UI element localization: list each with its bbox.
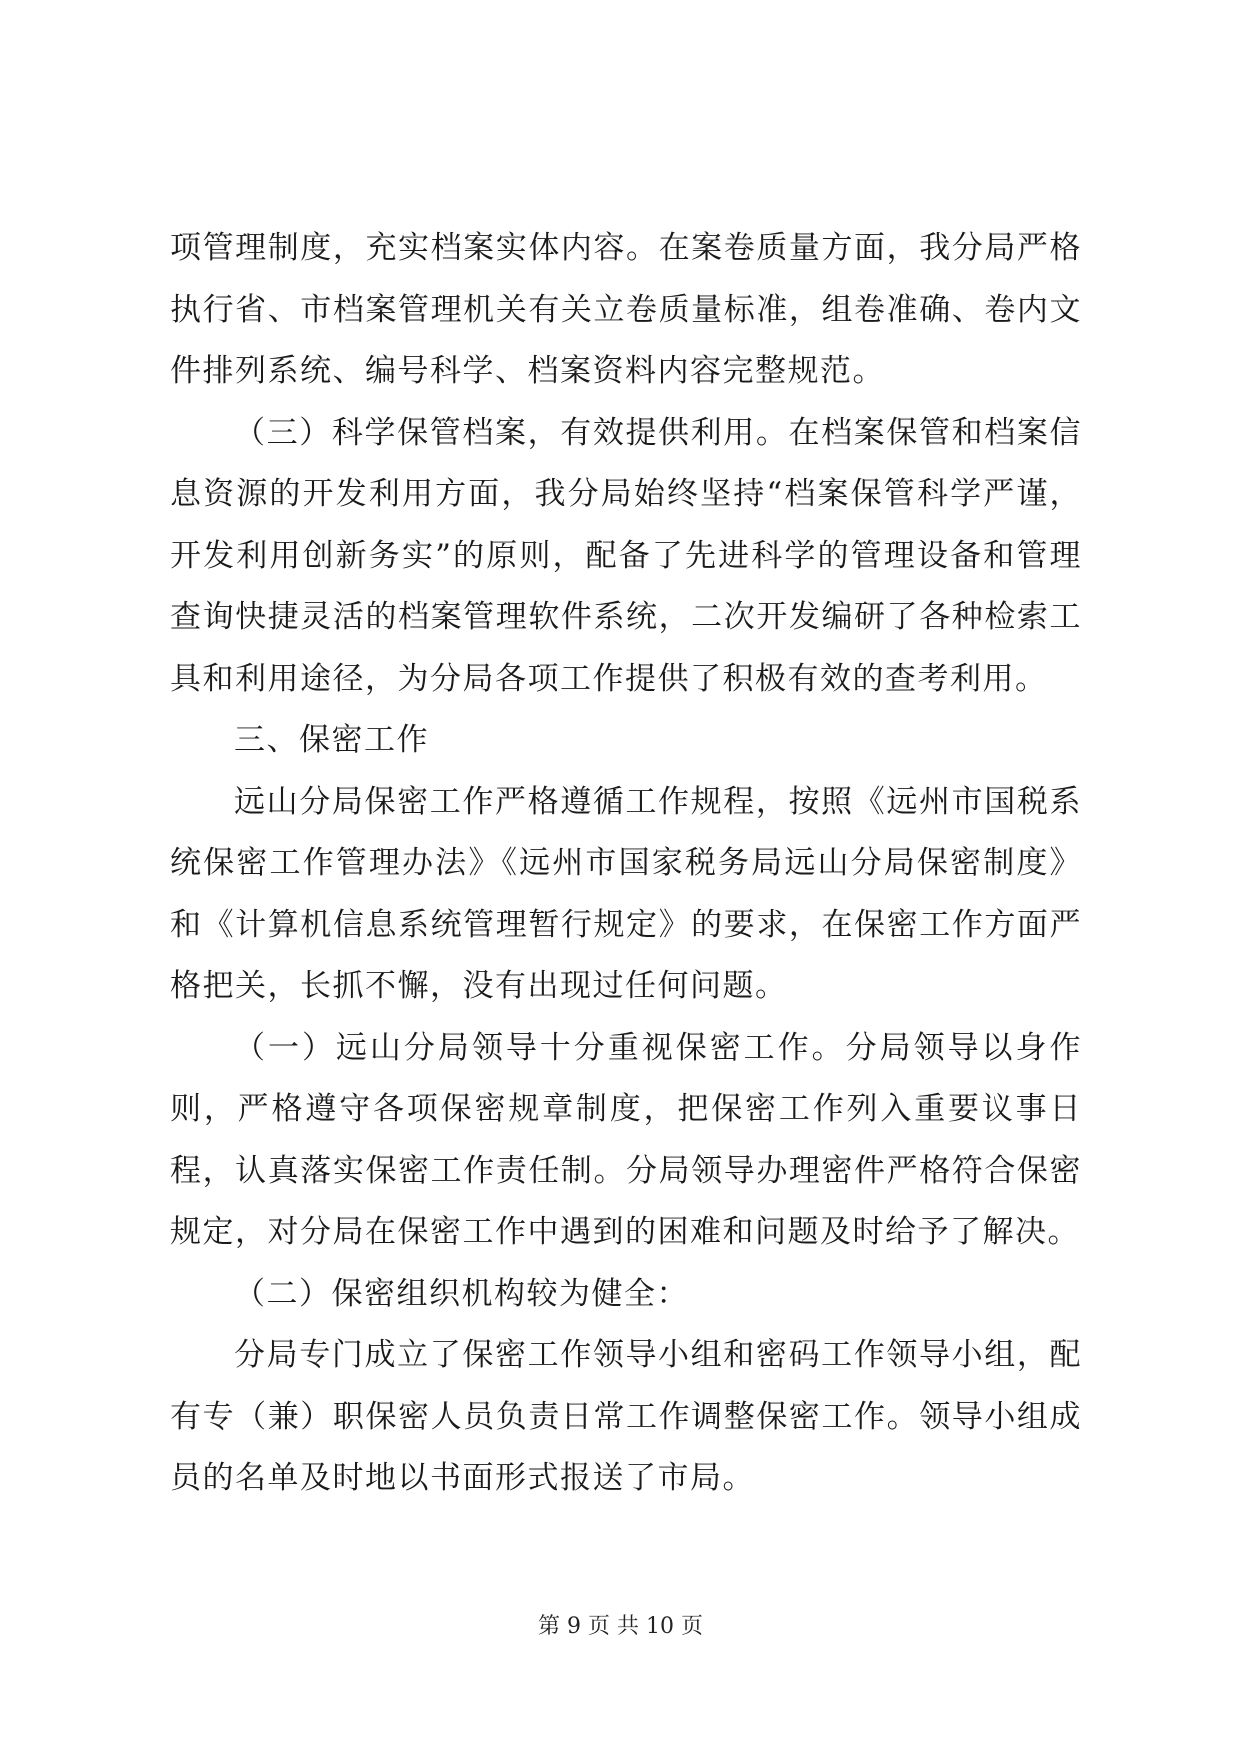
section-heading-confidentiality: 三、保密工作 [234,722,429,758]
paragraph-continuation: 项管理制度，充实档案实体内容。在案卷质量方面，我分局严格执行省、市档案管理机关有关立卷质量标准，组卷准确、卷内文件排列系统、编号科学、档案资料内容完整规范。 [170,230,1082,389]
paragraph-section-3: （三）科学保管档案，有效提供利用。在档案保管和档案信息资源的开发利用方面，我分局始终坚持“档案保管科学严谨，开发利用创新务实”的原则，配备了先进科学的管理设备和管理查询快捷灵活的档案管理软件系统，二次开发编研了各种检索工具和利用途径，为分局各项工作提供了积极有效的查考利用。 [170,414,1082,697]
paragraph-subsection-2-heading: （二）保密组织机构较为健全： [234,1275,689,1312]
paragraph-subsection-2-body: 分局专门成立了保密工作领导小组和密码工作领导小组，配有专（兼）职保密人员负责日常工作调整保密工作。领导小组成员的名单及时地以书面形式报送了市局。 [170,1337,1082,1496]
paragraph-subsection-1: （一）远山分局领导十分重视保密工作。分局领导以身作则，严格遵守各项保密规章制度，把保密工作列入重要议事日程，认真落实保密工作责任制。分局领导办理密件严格符合保密规定，对分局在保密工作中遇到的困难和问题及时给予了解决。 [170,1029,1082,1250]
page-number-footer: 第 9 页 共 10 页 [538,1614,703,1639]
paragraph-confidentiality-intro: 远山分局保密工作严格遵循工作规程，按照《远州市国税系统保密工作管理办法》《远州市国家税务局远山分局保密制度》和《计算机信息系统管理暂行规定》的要求，在保密工作方面严格把关，长抓不懈，没有出现过任何问题。 [170,783,1082,1004]
document-body [170,218,1082,1510]
